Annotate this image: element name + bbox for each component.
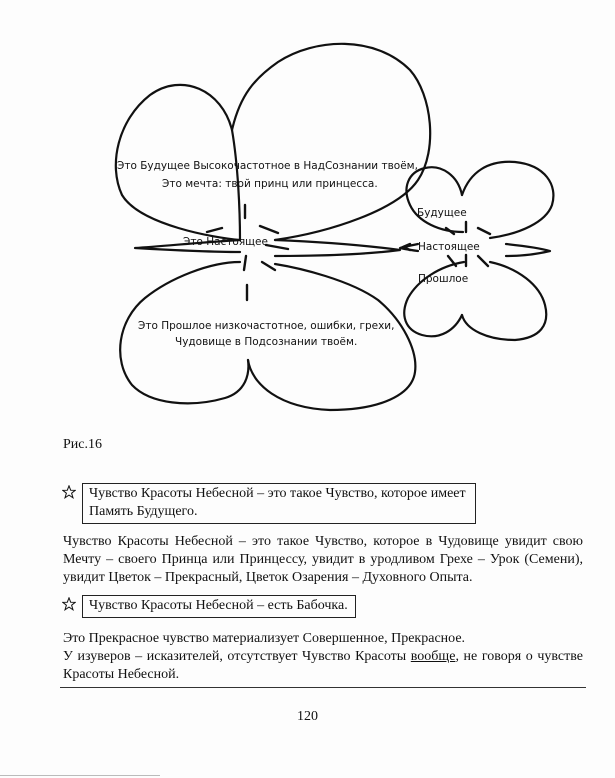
paragraph-1 — [63, 533, 583, 587]
small-butterfly-right-tail — [506, 244, 550, 256]
small-butterfly-lower-right-wing — [462, 262, 546, 340]
star-outline-icon — [62, 597, 76, 611]
small-butterfly-upper-left-wing — [406, 167, 463, 232]
figure-caption: Рис.16 — [63, 437, 102, 452]
paragraph-1-text: Чувство Красоты Небесной – это такое Чувство, которое в Чудовище увидит свою Мечту – своего Принца или Принцессу, увидит в уродливом Грехе – Урок (Семени), увидит Цветок – Прекрасный, Цветок Озарения – Духовного Опыта. — [63, 534, 583, 585]
callout-2-box: Чувство Красоты Небесной – есть Бабочка. — [82, 595, 356, 618]
future-label-line1: Это Будущее Высокочастотное в НадСознании твоём, — [117, 160, 418, 172]
small-future-label: Будущее — [417, 207, 467, 219]
paragraph-2-line1: Это Прекрасное чувство материализует Совершенное, Прекрасное. — [63, 631, 466, 646]
callout-1 — [62, 483, 476, 524]
large-butterfly-right-tail — [275, 240, 400, 256]
callout-2 — [62, 595, 356, 618]
small-past-label: Прошлое — [418, 273, 469, 285]
small-present-label: Настоящее — [418, 241, 480, 253]
present-label: Это Настоящее — [183, 236, 268, 248]
small-butterfly-upper-right-wing — [462, 162, 553, 238]
future-label-line2: Это мечта: твой принц или принцесса. — [162, 178, 378, 190]
paragraph-2 — [63, 630, 583, 684]
callout-1-box — [82, 483, 476, 524]
paragraph-2-text-a: У изуверов – исказителей, отсутствует Чувство Красоты — [63, 649, 411, 664]
footer-rule — [60, 687, 586, 688]
callout-1-line1: Чувство Красоты Небесной – это такое Чувство, которое имеет — [89, 486, 466, 501]
large-butterfly-upper-right-wing — [232, 44, 430, 240]
scan-edge-line — [0, 775, 160, 776]
paragraph-2-text-b: , не говоря о чувстве Красоты Небесной. — [63, 649, 583, 682]
past-label-line2: Чудовище в Подсознании твоём. — [175, 336, 358, 348]
paragraph-2-line2 — [63, 648, 583, 684]
star-outline-icon — [62, 485, 76, 499]
underlined-word: вообще — [410, 649, 456, 664]
page-number: 120 — [297, 709, 318, 724]
past-label-line1: Это Прошлое низкочастотное, ошибки, грехи, — [138, 320, 395, 332]
callout-1-line2: Память Будущего. — [89, 504, 198, 519]
